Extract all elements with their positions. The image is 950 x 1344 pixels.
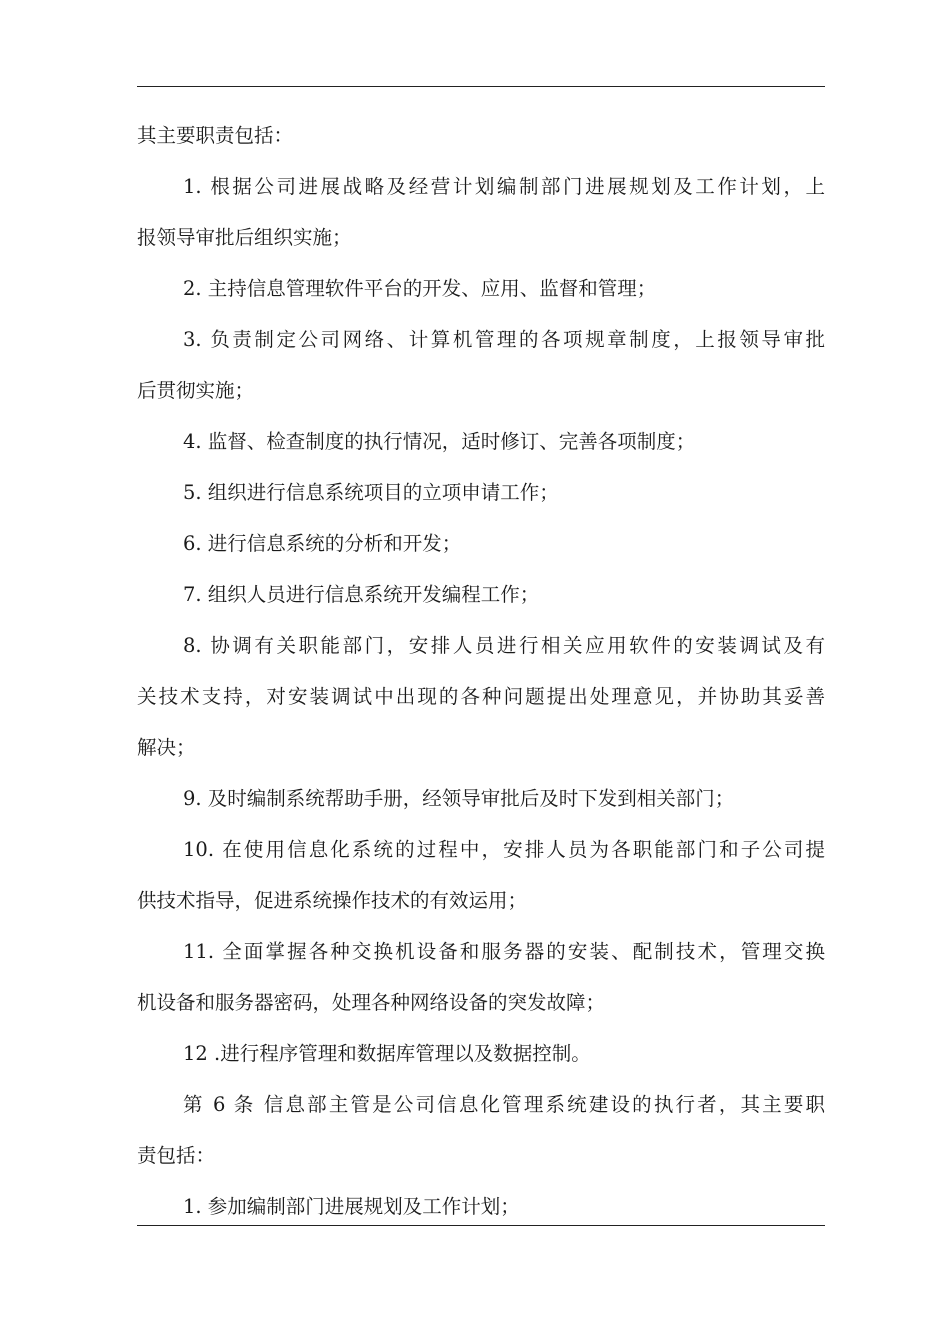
text-line: 12 .进行程序管理和数据库管理以及数据控制。	[183, 1042, 591, 1065]
text-line: 机设备和服务器密码，处理各种网络设备的突发故障；	[137, 991, 606, 1014]
text-line: 5. 组织进行信息系统项目的立项申请工作；	[183, 481, 559, 504]
text-line: 解决；	[137, 736, 196, 759]
text-line: 7. 组织人员进行信息系统开发编程工作；	[183, 583, 540, 606]
footer-rule	[137, 1225, 825, 1226]
text-line: 第 6 条 信息部主管是公司信息化管理系统建设的执行者，其主要职	[183, 1093, 825, 1116]
text-line: 2. 主持信息管理软件平台的开发、应用、监督和管理；	[183, 277, 657, 300]
text-line: 关技术支持，对安装调试中出现的各种问题提出处理意见，并协助其妥善	[137, 685, 825, 708]
text-line: 8. 协调有关职能部门，安排人员进行相关应用软件的安装调试及有	[183, 634, 825, 657]
text-line: 3. 负责制定公司网络、计算机管理的各项规章制度，上报领导审批	[183, 328, 825, 351]
text-line: 4. 监督、检查制度的执行情况，适时修订、完善各项制度；	[183, 430, 696, 453]
text-line: 9. 及时编制系统帮助手册，经领导审批后及时下发到相关部门；	[183, 787, 735, 810]
text-line: 6. 进行信息系统的分析和开发；	[183, 532, 462, 555]
text-line: 10. 在使用信息化系统的过程中，安排人员为各职能部门和子公司提	[183, 838, 825, 861]
text-line: 其主要职责包括：	[137, 124, 294, 147]
text-line: 责包括：	[137, 1144, 216, 1167]
text-line: 报领导审批后组织实施；	[137, 226, 352, 249]
text-line: 后贯彻实施；	[137, 379, 255, 402]
document-body	[137, 110, 825, 1232]
header-rule	[137, 86, 825, 87]
text-line: 1. 根据公司进展战略及经营计划编制部门进展规划及工作计划，上	[183, 175, 825, 198]
text-line: 供技术指导，促进系统操作技术的有效运用；	[137, 889, 528, 912]
text-line: 1. 参加编制部门进展规划及工作计划；	[183, 1195, 520, 1218]
text-line: 11. 全面掌握各种交换机设备和服务器的安装、配制技术，管理交换	[183, 940, 825, 963]
